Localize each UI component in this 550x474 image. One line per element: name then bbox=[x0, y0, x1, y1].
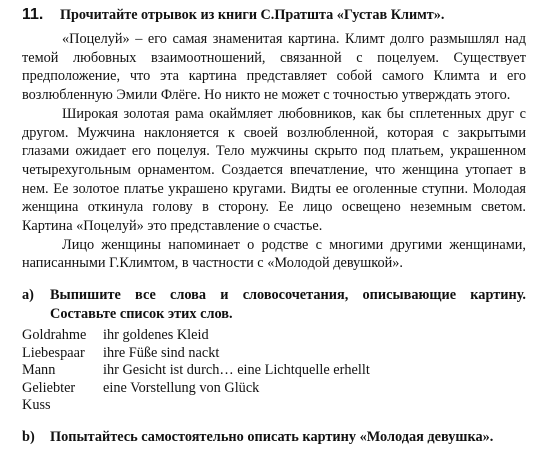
vocab-phrase bbox=[103, 397, 526, 415]
vocab-list bbox=[22, 327, 526, 415]
subtask-a-marker: a) bbox=[22, 287, 34, 304]
task-number: 11. bbox=[22, 6, 44, 23]
vocab-word: Liebespaar bbox=[22, 344, 85, 361]
excerpt-text bbox=[22, 30, 526, 273]
vocab-phrase: ihre Füße sind nackt bbox=[103, 344, 220, 361]
vocab-row bbox=[22, 397, 526, 415]
subtask-a bbox=[22, 286, 526, 323]
excerpt-paragraph-3: Лицо женщины напоминает о родстве с многими другими женщинами, написанными Г.Климтом, в частности с «Молодой девушкой». bbox=[22, 236, 526, 272]
page bbox=[22, 6, 526, 446]
excerpt-paragraph-2: Широкая золотая рама окаймляет любовников, как бы сплетенных друг с другом. Мужчина наклоняется к своей возлюбленной, которая с закрытыми глазами ожидает его поцелуя. Тело мужчины скрыто под платьем, украшенном четырехугольным орнаментом. Создается впечатление, что женщина утопает в нем. Ее золотое платье украшено кругами. Видты ее оголенные ступни. Молодая женщина откинула голову в сторону. Ее лицо освещено неземным светом. Картина «Поцелуй» это представление о счастье. bbox=[22, 105, 526, 235]
vocab-row bbox=[22, 345, 526, 363]
vocab-row bbox=[22, 380, 526, 398]
vocab-row bbox=[22, 327, 526, 345]
subtask-b-marker: b) bbox=[22, 428, 35, 445]
subtask-b-text: Попытайтесь самостоятельно описать картину «Молодая девушка». bbox=[50, 428, 494, 445]
vocab-word: Goldrahme bbox=[22, 327, 87, 344]
task-header bbox=[22, 6, 526, 24]
vocab-word: Kuss bbox=[22, 397, 51, 414]
excerpt-paragraph-1: «Поцелуй» – его самая знаменитая картина. Климт долго размышлял над темой любовных взаимоотношений, связанной с поцелуем. Существует предположение, что эта картина представляет собой самого Климта и его возлюбленную Эмили Флёге. Но никто не может с точностью утверждать этого. bbox=[22, 31, 526, 104]
vocab-word: Geliebter bbox=[22, 379, 76, 396]
vocab-phrase: ihr Gesicht ist durch… eine Lichtquelle erhellt bbox=[103, 362, 370, 379]
task-title: Прочитайте отрывок из книги С.Пратшта «Густав Климт». bbox=[60, 7, 445, 23]
subtask-b bbox=[22, 428, 526, 447]
vocab-word: Mann bbox=[22, 362, 56, 379]
vocab-phrase: ihr goldenes Kleid bbox=[103, 327, 209, 344]
vocab-phrase: eine Vorstellung von Glück bbox=[103, 379, 260, 396]
subtask-a-text: Выпишите все слова и словосочетания, описывающие картину. Составьте список этих слов. bbox=[50, 287, 526, 322]
vocab-row bbox=[22, 362, 526, 380]
